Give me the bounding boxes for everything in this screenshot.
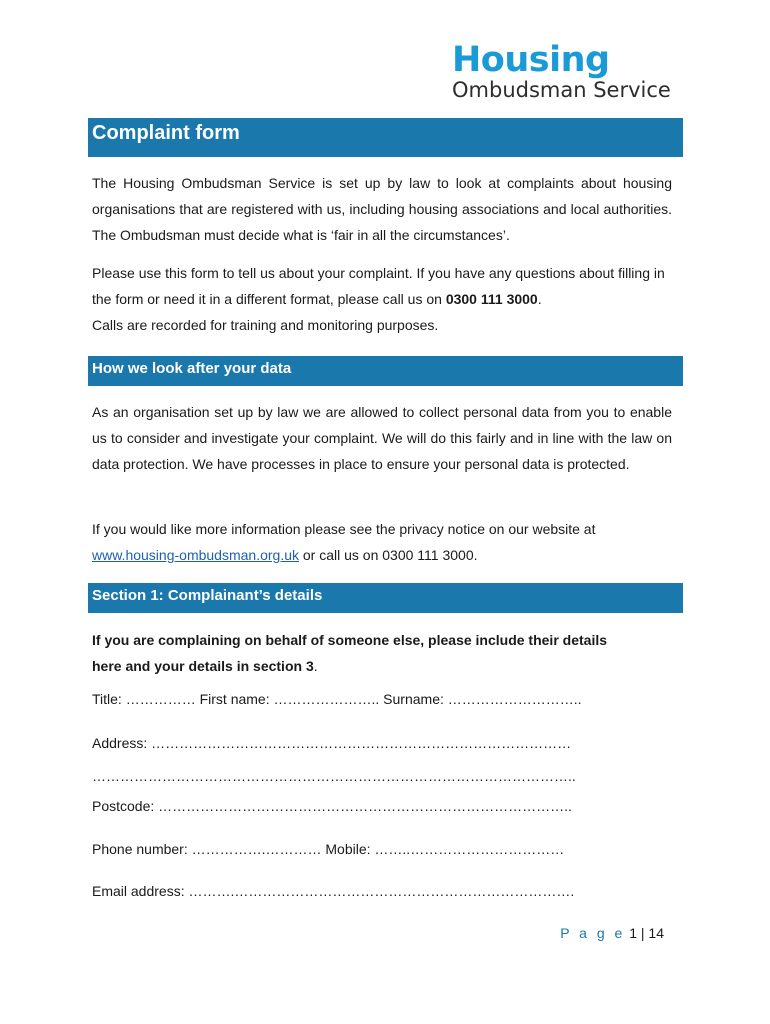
page-number: 1 xyxy=(629,925,637,941)
postcode-field[interactable]: Postcode: …………………………………………………………………………….. xyxy=(92,798,572,814)
address-field[interactable]: Address: ……………………………………………………………………………… xyxy=(92,735,572,751)
logo-main-text: Housing xyxy=(452,40,610,80)
phone-fields[interactable]: Phone number: …………….………… Mobile: ……..…………………………… xyxy=(92,841,565,857)
section1-note-line1: If you are complaining on behalf of someone else, please include their details xyxy=(92,632,608,648)
page-title: Complaint form xyxy=(88,118,683,157)
section1-note-end: . xyxy=(313,658,318,674)
data-section-heading: How we look after your data xyxy=(88,356,683,386)
privacy-text: If you would like more information please see the privacy notice on our website at xyxy=(92,521,596,537)
intro-contact-paragraph xyxy=(92,260,672,338)
intro-phone-number: 0300 111 3000 xyxy=(445,291,538,307)
privacy-paragraph xyxy=(92,516,672,568)
housing-ombudsman-logo xyxy=(452,40,692,102)
page-total: 14 xyxy=(648,925,664,941)
intro-contact-text: Please use this form to tell us about your complaint. If you have any questions about filling in the form or need it in a different format, please call us on xyxy=(92,265,665,307)
section1-heading: Section 1: Complainant’s details xyxy=(88,583,683,613)
logo-sub-text: Ombudsman Service xyxy=(452,78,671,102)
intro-contact-end: . xyxy=(537,291,542,307)
website-link[interactable]: www.housing-ombudsman.org.uk xyxy=(92,547,299,563)
section1-note-line2: here and your details in section 3 xyxy=(92,658,314,674)
email-field[interactable]: Email address: ……….………………………………………………………………. xyxy=(92,883,575,899)
page-label: P a g e xyxy=(560,925,626,941)
page-footer: P a g e 1 | 14 xyxy=(560,925,664,941)
intro-paragraph: The Housing Ombudsman Service is set up by law to look at complaints about housing organisations that are registered with us, including housing associations and local authorities. The Ombudsman must decide what is ‘fair in all the circumstances’. xyxy=(92,175,672,243)
data-paragraph: As an organisation set up by law we are allowed to collect personal data from you to enable us to consider and investigate your complaint. We will do this fairly and in line with the law on data protection. We have processes in place to ensure your personal data is protected. xyxy=(92,404,672,472)
privacy-end: or call us on 0300 111 3000. xyxy=(299,547,478,563)
calls-recorded-text: Calls are recorded for training and monitoring purposes. xyxy=(92,317,439,333)
section1-note xyxy=(92,627,692,679)
address-field-continued[interactable]: ………………………………………………………………………………………….. xyxy=(92,768,576,784)
name-fields[interactable]: Title: …………… First name: ………………….. Surname: ……………………….. xyxy=(92,691,582,707)
